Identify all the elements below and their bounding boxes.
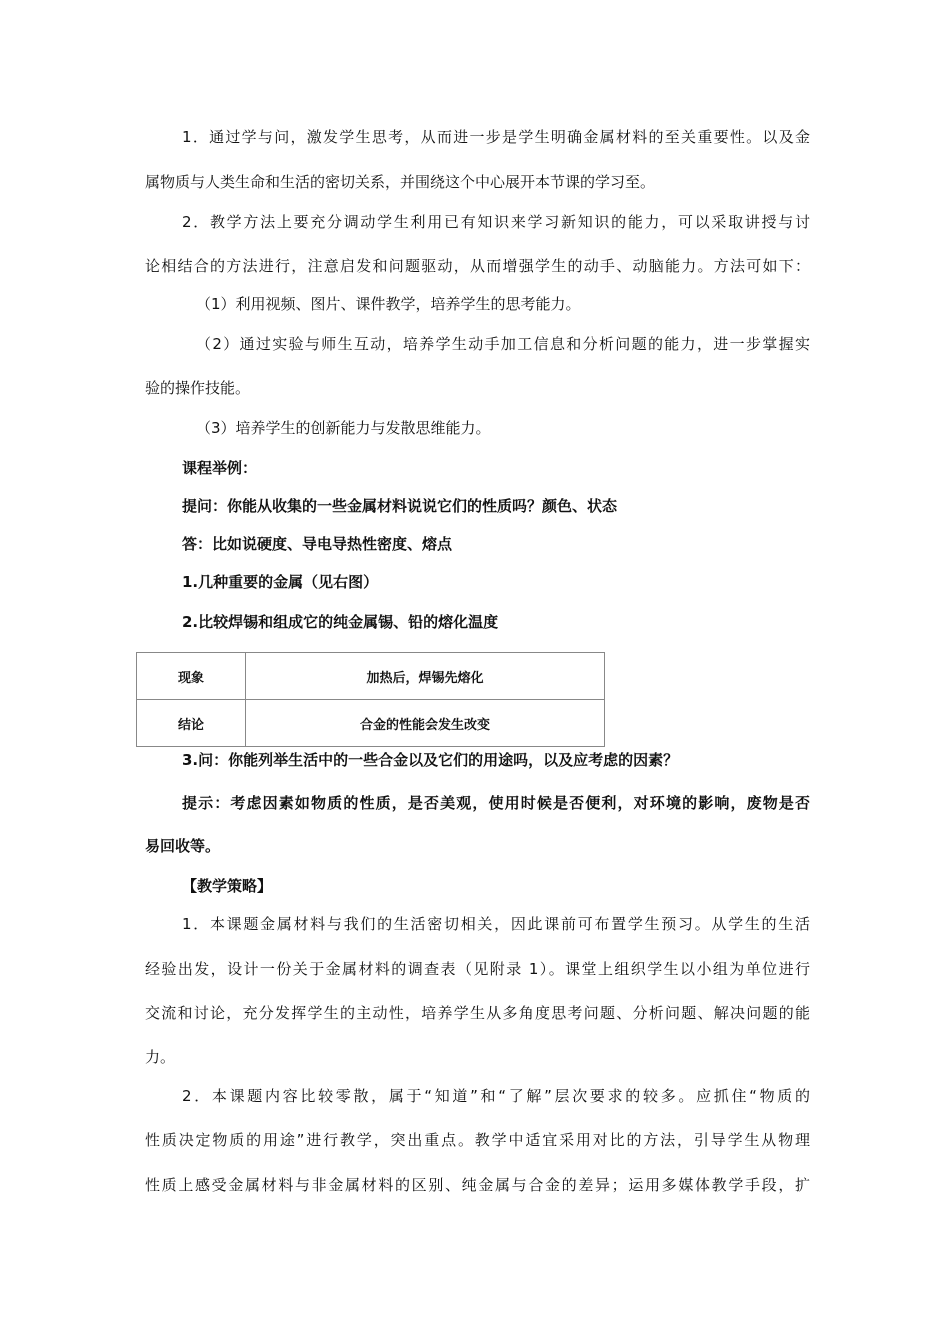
- strategy-1-line-1: 1．本课题金属材料与我们的生活密切相关，因此课前可布置学生预习。从学生的生活: [182, 915, 810, 933]
- strategy-2-line-2: 性质决定物质的用途”进行教学，突出重点。教学中适宜采用对比的方法，引导学生从物理: [145, 1131, 810, 1149]
- example-heading: 课程举例：: [182, 459, 258, 477]
- method-2-line-2: 验的操作技能。: [145, 379, 251, 397]
- paragraph-2-line-2: 论相结合的方法进行，注意启发和问题驱动，从而增强学生的动手、动脑能力。方法可如下：: [145, 257, 810, 275]
- strategy-2-line-3: 性质上感受金属材料与非金属材料的区别、纯金属与合金的差异；运用多媒体教学手段，扩: [145, 1176, 810, 1194]
- table-cell-value: 加热后，焊锡先熔化: [246, 653, 605, 700]
- table-row: [137, 653, 605, 700]
- example-item-2: 2.比较焊锡和组成它的纯金属锡、铅的熔化温度: [182, 613, 499, 631]
- method-3: （3）培养学生的创新能力与发散思维能力。: [196, 419, 491, 437]
- paragraph-2-line-1: 2．教学方法上要充分调动学生利用已有知识来学习新知识的能力，可以采取讲授与讨: [182, 213, 810, 231]
- paragraph-1-line-2: 属物质与人类生命和生活的密切关系，并围绕这个中心展开本节课的学习至。: [145, 173, 656, 191]
- strategy-1-line-3: 交流和讨论，充分发挥学生的主动性，培养学生从多角度思考问题、分析问题、解决问题的能: [145, 1004, 810, 1022]
- table-cell-value: 合金的性能会发生改变: [246, 700, 605, 747]
- example-answer: 答：比如说硬度、导电导热性密度、熔点: [182, 535, 453, 553]
- hint-line-1: 提示：考虑因素如物质的性质，是否美观，使用时候是否便利，对环境的影响，废物是否: [182, 794, 810, 812]
- method-2-line-1: （2）通过实验与师生互动，培养学生动手加工信息和分析问题的能力，进一步掌握实: [196, 335, 810, 353]
- strategy-1-line-2: 经验出发，设计一份关于金属材料的调查表（见附录 1）。课堂上组织学生以小组为单位进行: [145, 960, 810, 978]
- strategy-1-line-4: 力。: [145, 1048, 176, 1066]
- melting-comparison-table: [136, 652, 605, 747]
- method-1: （1）利用视频、图片、课件教学，培养学生的思考能力。: [196, 295, 581, 313]
- table-cell-label: 结论: [137, 700, 246, 747]
- example-item-1: 1.几种重要的金属（见右图）: [182, 573, 379, 591]
- table-cell-label: 现象: [137, 653, 246, 700]
- strategy-heading: 【教学策略】: [182, 877, 273, 895]
- strategy-2-line-1: 2．本课题内容比较零散，属于“知道”和“了解”层次要求的较多。应抓住“物质的: [182, 1087, 810, 1105]
- example-question: 提问：你能从收集的一些金属材料说说它们的性质吗？颜色、状态: [182, 497, 618, 515]
- paragraph-1-line-1: 1．通过学与问，激发学生思考，从而进一步是学生明确金属材料的至关重要性。以及金: [182, 128, 810, 146]
- example-item-3: 3.问：你能列举生活中的一些合金以及它们的用途吗，以及应考虑的因素？: [182, 751, 679, 769]
- hint-line-2: 易回收等。: [145, 837, 221, 855]
- table-row: [137, 700, 605, 747]
